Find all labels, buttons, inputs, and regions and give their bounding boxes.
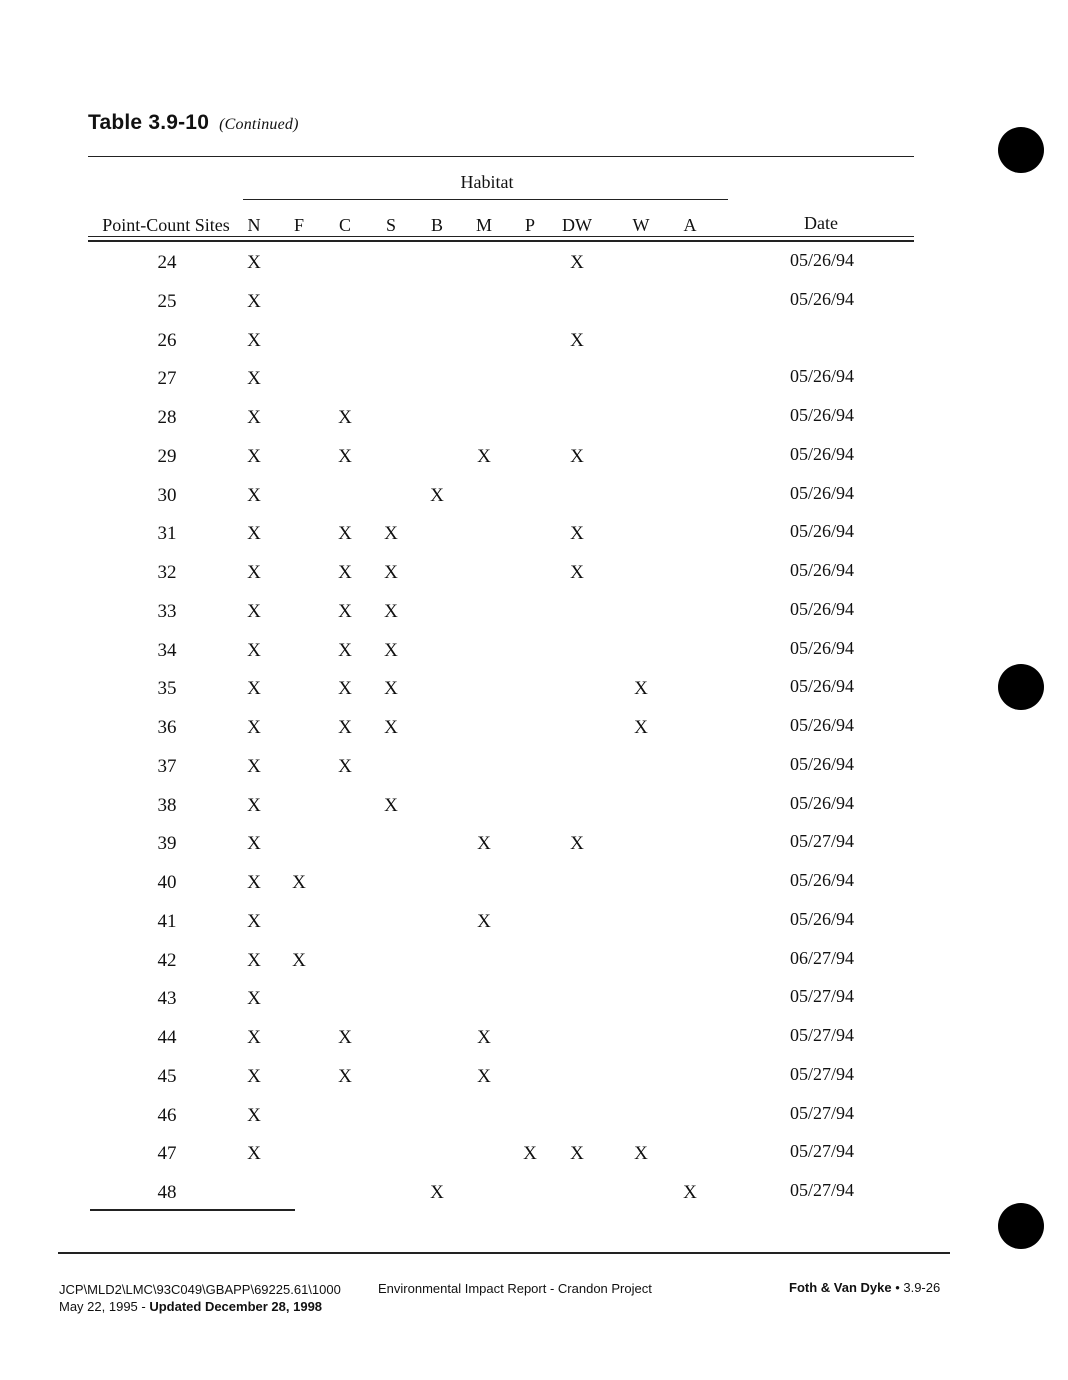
survey-date: 05/26/94 xyxy=(789,443,855,464)
footer-path: JCP\MLD2\LMC\93C049\GBAPP\69225.61\1000 xyxy=(59,1282,341,1297)
habitat-mark-m: X xyxy=(477,445,491,467)
habitat-group-rule xyxy=(243,199,728,200)
survey-date: 05/26/94 xyxy=(789,598,855,619)
column-header-habitat-p: P xyxy=(524,215,536,235)
habitat-mark-n: X xyxy=(247,949,261,971)
site-number: 29 xyxy=(157,445,177,467)
survey-date: 05/26/94 xyxy=(789,366,855,387)
habitat-mark-dw: X xyxy=(570,329,584,351)
habitat-mark-a: X xyxy=(683,1182,697,1203)
habitat-mark-n: X xyxy=(247,833,261,855)
habitat-mark-dw: X xyxy=(570,523,584,545)
column-header-habitat-dw: DW xyxy=(562,215,592,235)
footer-rule xyxy=(58,1252,950,1254)
habitat-mark-n: X xyxy=(247,600,261,622)
column-header-date: Date xyxy=(804,213,838,233)
habitat-mark-n: X xyxy=(247,252,261,273)
survey-date: 06/27/94 xyxy=(789,947,855,968)
habitat-mark-f: X xyxy=(292,949,306,971)
habitat-mark-n: X xyxy=(247,407,261,428)
habitat-mark-n: X xyxy=(247,678,261,700)
habitat-mark-w: X xyxy=(634,1143,648,1165)
survey-date: 05/26/94 xyxy=(789,288,855,309)
survey-date: 05/26/94 xyxy=(789,250,855,270)
site-number: 35 xyxy=(157,678,177,700)
habitat-mark-dw: X xyxy=(570,562,584,583)
column-header-habitat-c: C xyxy=(338,215,352,235)
habitat-group-header: Habitat xyxy=(460,172,514,192)
survey-date: 05/26/94 xyxy=(789,792,855,813)
habitat-mark-n: X xyxy=(247,755,261,777)
habitat-mark-c: X xyxy=(338,600,352,622)
survey-date: 05/26/94 xyxy=(789,482,855,503)
habitat-mark-w: X xyxy=(634,678,648,700)
survey-date: 05/27/94 xyxy=(789,1141,855,1162)
survey-date: 05/27/94 xyxy=(789,1180,855,1200)
habitat-mark-n: X xyxy=(247,1065,261,1087)
habitat-mark-c: X xyxy=(338,717,352,738)
habitat-mark-n: X xyxy=(247,1027,261,1048)
column-header-habitat-w: W xyxy=(632,215,650,235)
site-number: 26 xyxy=(157,329,177,351)
habitat-mark-c: X xyxy=(338,407,352,428)
habitat-mark-n: X xyxy=(247,1104,261,1126)
site-number: 36 xyxy=(157,717,177,738)
site-number: 30 xyxy=(157,484,177,506)
footer-page-ref xyxy=(789,1280,940,1295)
column-header-habitat-a: A xyxy=(683,215,697,235)
survey-date: 05/26/94 xyxy=(789,715,855,735)
punch-hole-bottom xyxy=(998,1203,1044,1249)
site-number: 37 xyxy=(157,755,177,777)
site-number: 38 xyxy=(157,794,177,816)
habitat-mark-dw: X xyxy=(570,252,584,273)
survey-date: 05/26/94 xyxy=(789,908,855,929)
site-number: 43 xyxy=(157,988,177,1010)
habitat-mark-b: X xyxy=(430,484,444,506)
habitat-mark-m: X xyxy=(477,1027,491,1048)
habitat-mark-p: X xyxy=(523,1143,537,1165)
habitat-mark-s: X xyxy=(384,562,398,583)
habitat-mark-s: X xyxy=(384,523,398,545)
survey-date: 05/27/94 xyxy=(789,1063,855,1084)
survey-date: 05/27/94 xyxy=(789,1025,855,1045)
site-number: 33 xyxy=(157,600,177,622)
table-end-rule xyxy=(90,1209,295,1211)
column-header-habitat-b: B xyxy=(430,215,444,235)
site-number: 46 xyxy=(157,1104,177,1126)
habitat-mark-dw: X xyxy=(570,833,584,855)
site-number: 39 xyxy=(157,833,177,855)
footer-company: Foth & Van Dyke xyxy=(789,1280,892,1295)
habitat-mark-c: X xyxy=(338,562,352,583)
site-number: 41 xyxy=(157,910,177,932)
survey-date: 05/26/94 xyxy=(789,560,855,580)
table-title-note: (Continued) xyxy=(219,116,299,133)
habitat-mark-n: X xyxy=(247,329,261,351)
habitat-mark-s: X xyxy=(384,717,398,738)
habitat-mark-c: X xyxy=(338,1027,352,1048)
habitat-mark-n: X xyxy=(247,910,261,932)
footer-date-line xyxy=(59,1299,322,1314)
column-header-habitat-f: F xyxy=(293,215,305,235)
site-number: 44 xyxy=(157,1027,177,1048)
header-double-rule-top xyxy=(88,236,914,237)
habitat-mark-n: X xyxy=(247,639,261,661)
header-double-rule-bottom xyxy=(88,240,914,242)
site-number: 47 xyxy=(157,1143,177,1165)
habitat-mark-n: X xyxy=(247,717,261,738)
habitat-mark-c: X xyxy=(338,639,352,661)
habitat-mark-m: X xyxy=(477,833,491,855)
survey-date: 05/26/94 xyxy=(789,405,855,425)
column-header-site: Point-Count Sites xyxy=(102,215,230,235)
footer-page-number: • 3.9-26 xyxy=(891,1280,941,1295)
habitat-mark-n: X xyxy=(247,368,261,390)
habitat-mark-s: X xyxy=(384,678,398,700)
habitat-mark-n: X xyxy=(247,445,261,467)
site-number: 48 xyxy=(157,1182,177,1203)
habitat-mark-n: X xyxy=(247,523,261,545)
survey-date: 05/26/94 xyxy=(789,870,855,890)
habitat-mark-b: X xyxy=(430,1182,444,1203)
column-header-habitat-s: S xyxy=(385,215,397,235)
site-number: 34 xyxy=(157,639,177,661)
habitat-mark-n: X xyxy=(247,794,261,816)
site-number: 40 xyxy=(157,872,177,893)
survey-date: 05/27/94 xyxy=(789,831,855,852)
habitat-mark-n: X xyxy=(247,1143,261,1165)
habitat-mark-m: X xyxy=(477,910,491,932)
habitat-mark-s: X xyxy=(384,639,398,661)
survey-date: 05/26/94 xyxy=(789,637,855,658)
column-header-habitat-n: N xyxy=(247,215,261,235)
table-title xyxy=(88,111,299,135)
column-header-habitat-m: M xyxy=(475,215,493,235)
habitat-mark-s: X xyxy=(384,794,398,816)
habitat-mark-n: X xyxy=(247,562,261,583)
habitat-mark-c: X xyxy=(338,755,352,777)
habitat-mark-f: X xyxy=(292,872,306,893)
site-number: 42 xyxy=(157,949,177,971)
table-title-text: Table 3.9-10 xyxy=(88,111,210,134)
footer-date-original: May 22, 1995 - xyxy=(59,1299,150,1314)
punch-hole-top xyxy=(998,127,1044,173)
habitat-mark-c: X xyxy=(338,678,352,700)
footer-report-title: Environmental Impact Report - Crandon Project xyxy=(378,1281,652,1296)
habitat-mark-c: X xyxy=(338,523,352,545)
survey-date: 05/26/94 xyxy=(789,753,855,774)
habitat-mark-c: X xyxy=(338,445,352,467)
habitat-mark-n: X xyxy=(247,484,261,506)
table-top-rule xyxy=(88,156,914,157)
site-number: 28 xyxy=(157,407,177,428)
site-number: 31 xyxy=(157,523,177,545)
habitat-mark-dw: X xyxy=(570,1143,584,1165)
site-number: 32 xyxy=(157,562,177,583)
footer-date-updated: Updated December 28, 1998 xyxy=(149,1299,323,1314)
habitat-mark-n: X xyxy=(247,872,261,893)
survey-date: 05/27/94 xyxy=(789,986,855,1007)
habitat-mark-w: X xyxy=(634,717,648,738)
site-number: 45 xyxy=(157,1065,177,1087)
survey-date: 05/26/94 xyxy=(789,521,855,542)
habitat-mark-s: X xyxy=(384,600,398,622)
habitat-mark-m: X xyxy=(477,1065,491,1087)
site-number: 24 xyxy=(157,252,177,273)
habitat-mark-c: X xyxy=(338,1065,352,1087)
punch-hole-middle xyxy=(998,664,1044,710)
site-number: 27 xyxy=(157,368,177,390)
habitat-mark-n: X xyxy=(247,988,261,1010)
habitat-mark-n: X xyxy=(247,290,261,312)
survey-date: 05/26/94 xyxy=(789,676,855,697)
habitat-mark-dw: X xyxy=(570,445,584,467)
site-number: 25 xyxy=(157,290,177,312)
survey-date: 05/27/94 xyxy=(789,1102,855,1123)
